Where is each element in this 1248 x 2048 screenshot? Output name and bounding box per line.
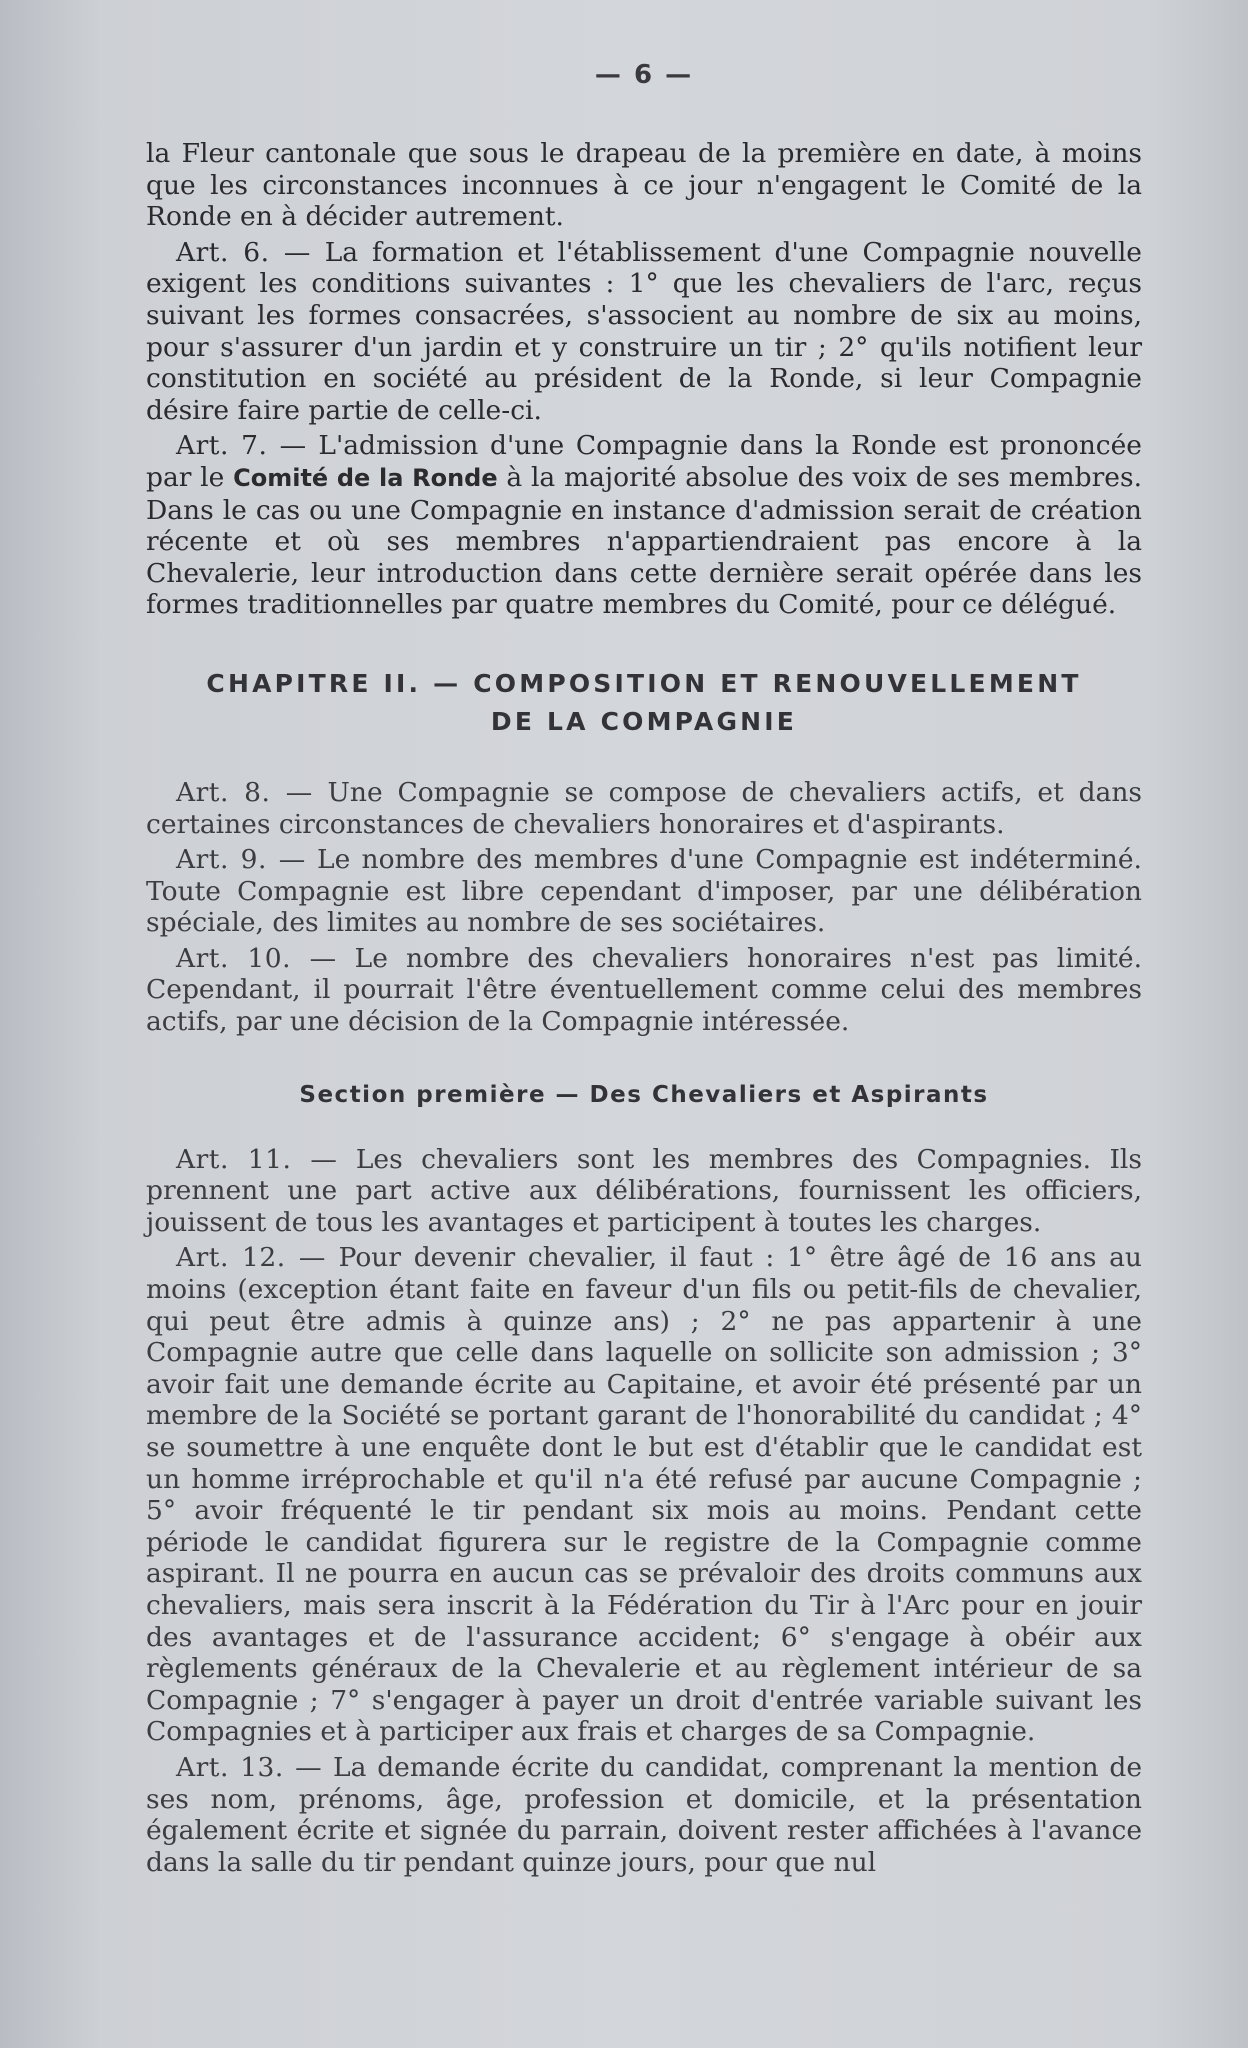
article-text: L'admission d'une Compagnie dans la Ronde est prononcée par le <box>146 430 1142 493</box>
chapter-heading-line1: CHAPITRE II. — COMPOSITION ET RENOUVELLEMENT <box>206 668 1082 698</box>
article-10 <box>146 943 1142 1038</box>
article-label: Art. 7. — <box>176 430 307 462</box>
page-number: — 6 — <box>594 60 694 90</box>
article-text: La formation et l'établissement d'une Compagnie nouvelle exigent les conditions suivantes : 1° que les chevaliers de l'arc, reçus suivant les formes consacrées, s'associent au nombre de six au moins, pour s'assurer d'un jardin et y construire un tir ; 2° qu'ils notifient leur constitution en société au président de la Ronde, si leur Compagnie désire faire partie de celle-ci. <box>146 236 1142 426</box>
article-label: Art. 6. — <box>176 236 311 268</box>
chapter-heading <box>146 665 1142 741</box>
article-label: Art. 13. — <box>176 1751 323 1783</box>
article-text: Les chevaliers sont les membres des Compagnies. Ils prennent une part active aux délibérations, fournissent les officiers, jouissent de tous les avantages et participent à toutes les charges. <box>146 1143 1142 1238</box>
paragraph-continuation <box>146 138 1142 233</box>
article-6 <box>146 237 1142 427</box>
article-text: Le nombre des chevaliers honoraires n'est pas limité. Cependant, il pourrait l'être éventuellement comme celui des membres actifs, par une décision de la Compagnie intéressée. <box>146 942 1142 1038</box>
article-7 <box>146 430 1142 621</box>
section-heading: Section première — Des Chevaliers et Aspirants <box>299 1081 989 1108</box>
article-label: Art. 11. — <box>176 1143 338 1175</box>
article-13 <box>146 1752 1142 1878</box>
article-12 <box>146 1242 1142 1748</box>
article-label: Art. 10. — <box>176 942 337 974</box>
article-text: Une Compagnie se compose de chevaliers actifs, et dans certaines circonstances de chevaliers honoraires et d'aspirants. <box>146 776 1142 840</box>
article-text: Pour devenir chevalier, il faut : 1° être âgé de 16 ans au moins (exception étant faite en faveur d'un fils ou petit-fils de chevalier, qui peut être admis à quinze ans) ; 2° ne pas appartenir à une Compagnie autre que celle dans laquelle on sollicite son admission ; 3° avoir fait une demande écrite au Capitaine, et avoir été présenté par un membre de la Société se portant garant de l'honorabilité du candidat ; 4° se soumettre à une enquête dont le but est d'établir que le candidat est un homme irréprochable et qu'il n'a été refusé par aucune Compagnie ; 5° avoir fréquenté le tir pendant six mois au moins. Pendant cette période le candidat figurera sur le registre de la Compagnie comme aspirant. Il ne pourra en aucun cas se prévaloir des droits communs aux chevaliers, mais sera inscrit à la Fédération du Tir à l'Arc pour en jouir des avantages et de l'assurance accident; 6° s'engage à obéir aux règlements généraux de la Chevalerie et au règlement intérieur de sa Compagnie ; 7° s'engager à payer un droit d'entrée variable suivant les Compagnies et à participer aux frais et charges de sa Compagnie. <box>146 1242 1142 1748</box>
article-label: Art. 12. — <box>176 1242 326 1274</box>
article-label: Art. 9. — <box>176 844 306 876</box>
article-text: Le nombre des membres d'une Compagnie est indéterminé. Toute Compagnie est libre cependant d'imposer, par une délibération spéciale, des limites au nombre de ses sociétaires. <box>146 844 1142 939</box>
article-bold-text: Comité de la Ronde <box>233 463 498 492</box>
article-9 <box>146 844 1142 939</box>
page-content <box>146 60 1142 1878</box>
chapter-heading-line2: DE LA COMPAGNIE <box>490 706 798 736</box>
article-label: Art. 8. — <box>176 776 313 808</box>
article-11 <box>146 1144 1142 1239</box>
paragraph-text: la Fleur cantonale que sous le drapeau de la première en date, à moins que les circonstances inconnues à ce jour n'engagent le Comité de la Ronde en à décider autrement. <box>146 138 1142 233</box>
article-text: La demande écrite du candidat, comprenant la mention de ses nom, prénoms, âge, profession et domicile, et la présentation également écrite et signée du parrain, doivent rester affichées à l'avance dans la salle du tir pendant quinze jours, pour que nul <box>146 1751 1142 1878</box>
article-text: à la majorité absolue des voix de ses membres. Dans le cas ou une Compagnie en instance d'admission serait de création récente et où ses membres n'appartiendraient pas encore à la Chevalerie, leur introduction dans cette dernière serait opérée dans les formes traditionnelles par quatre membres du Comité, pour ce délégué. <box>146 461 1142 621</box>
article-8 <box>146 777 1142 840</box>
